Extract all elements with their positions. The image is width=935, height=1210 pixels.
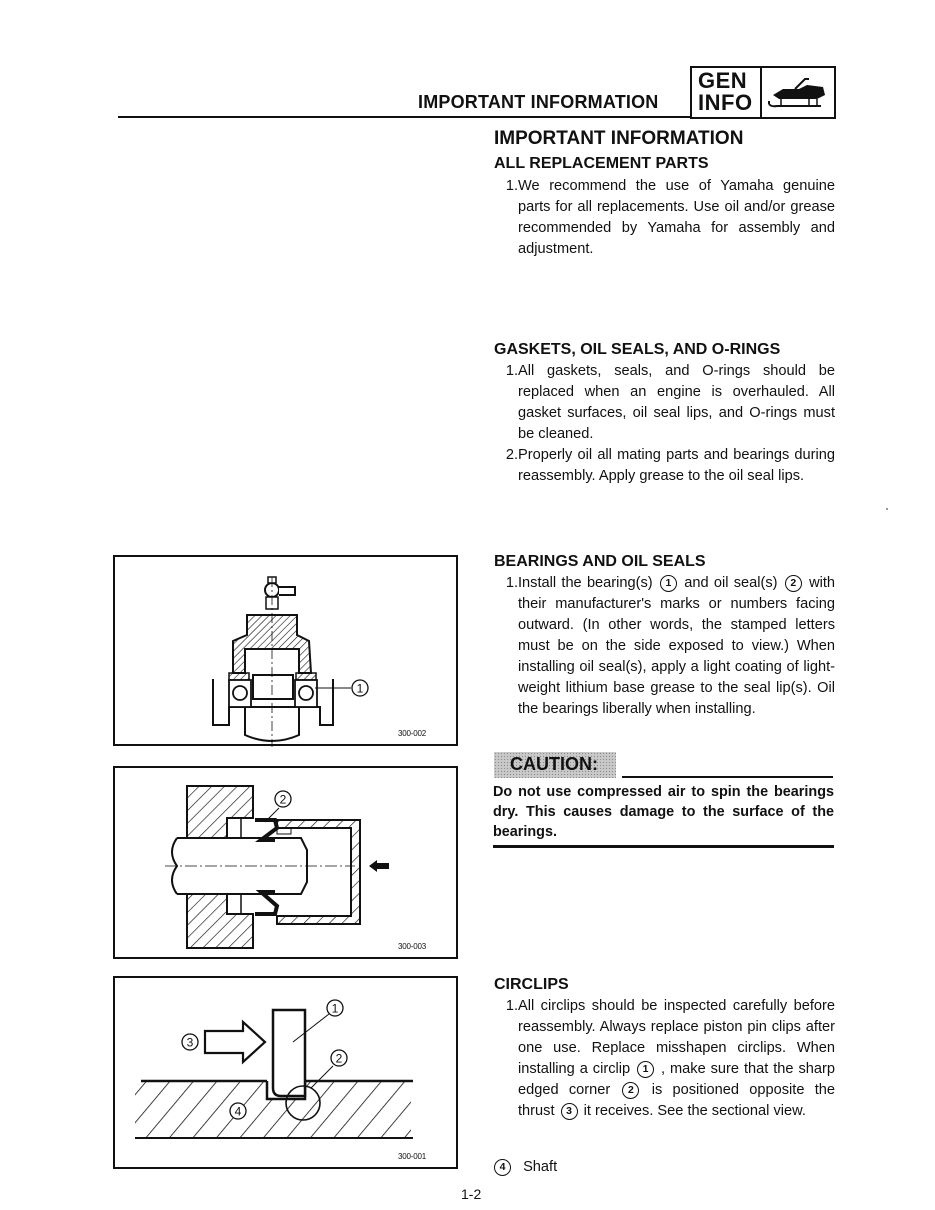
section-heading-gaskets: GASKETS, OIL SEALS, AND O-RINGS <box>494 341 781 358</box>
callout-ref-3: 3 <box>561 1103 578 1120</box>
item-text: We recommend the use of Yamaha genuine parts for all replacements. Use oil and/or grease recommended by Yamaha for assembly and adjustment. <box>518 178 835 257</box>
callout-ref-2: 2 <box>785 575 802 592</box>
figure-code: 300-003 <box>398 942 426 951</box>
list-item <box>494 361 835 445</box>
item-text: Properly oil all mating parts and bearings during reassembly. Apply grease to the oil seal lips. <box>518 447 835 484</box>
item-text: All gaskets, seals, and O-rings should be replaced when an engine is overhauled. All gasket surfaces, oil seal lips, and O-rings must be cleaned. <box>518 363 835 442</box>
item-number: 1. <box>505 363 518 379</box>
svg-text:3: 3 <box>186 1035 194 1050</box>
svg-text:2: 2 <box>279 792 287 807</box>
svg-text:4: 4 <box>234 1104 242 1119</box>
section-tab-gen-info <box>690 66 836 119</box>
figure-bearing-installation <box>113 555 458 746</box>
section-tab-label <box>692 68 762 117</box>
item-number: 1. <box>505 998 518 1014</box>
item-text: All circlips should be inspected carefully before reassembly. Always replace piston pin clips after one use. Replace misshapen circlips. When installing a circlip 1 , make sure that the sharp edged corner 2 is positioned opposite the thrust 3 it receives. See the sectional view. <box>518 998 835 1119</box>
figure-code: 300-002 <box>398 729 426 738</box>
section-heading-circlips: CIRCLIPS <box>494 976 569 993</box>
item-number: 1. <box>505 575 518 591</box>
scan-speck <box>886 508 888 510</box>
caution-bottom-rule <box>493 845 834 848</box>
svg-text:2: 2 <box>335 1051 343 1066</box>
page-title: IMPORTANT INFORMATION <box>494 128 744 149</box>
legend-item-shaft <box>494 1157 557 1178</box>
running-header-title: IMPORTANT INFORMATION <box>418 92 659 112</box>
item-text: Install the bearing(s) 1 and oil seal(s) 2 with their manufacturer's marks or numbers facing outward. (In other words, the stamped letters must be on the side exposed to view.) When installing oil seal(s), apply a light coating of light-weight lithium base grease to the seal lip(s). Oil the bearings liberally when installing. <box>518 575 836 717</box>
list-item <box>494 573 835 720</box>
header-rule <box>118 116 692 118</box>
callout-ref-2: 2 <box>622 1082 639 1099</box>
svg-text:1: 1 <box>331 1001 339 1016</box>
section-heading-bearings: BEARINGS AND OIL SEALS <box>494 553 706 570</box>
figure-circlip-section <box>113 976 458 1169</box>
figure-oil-seal-installation <box>113 766 458 959</box>
list-item <box>494 176 835 260</box>
legend-label: Shaft <box>523 1159 558 1175</box>
section-tab-line1: GEN <box>698 68 748 93</box>
caution-text: Do not use compressed air to spin the bearings dry. This causes damage to the surface of the bearings. <box>493 784 834 840</box>
figure-code: 300-001 <box>398 1152 426 1161</box>
section-heading-replacement-parts: ALL REPLACEMENT PARTS <box>494 155 709 172</box>
page-number: 1-2 <box>461 1186 482 1202</box>
callout-ref-1: 1 <box>660 575 677 592</box>
svg-text:1: 1 <box>356 681 364 696</box>
snowmobile-icon <box>762 68 834 117</box>
caution-label: CAUTION: <box>510 754 598 774</box>
list-item <box>494 996 835 1122</box>
callout-ref-1: 1 <box>637 1061 654 1078</box>
item-number: 2. <box>505 447 518 463</box>
callout-ref-4: 4 <box>494 1159 511 1176</box>
section-tab-line2: INFO <box>698 90 753 115</box>
list-item <box>494 445 835 487</box>
caution-top-rule <box>622 776 833 778</box>
item-number: 1. <box>505 178 518 194</box>
